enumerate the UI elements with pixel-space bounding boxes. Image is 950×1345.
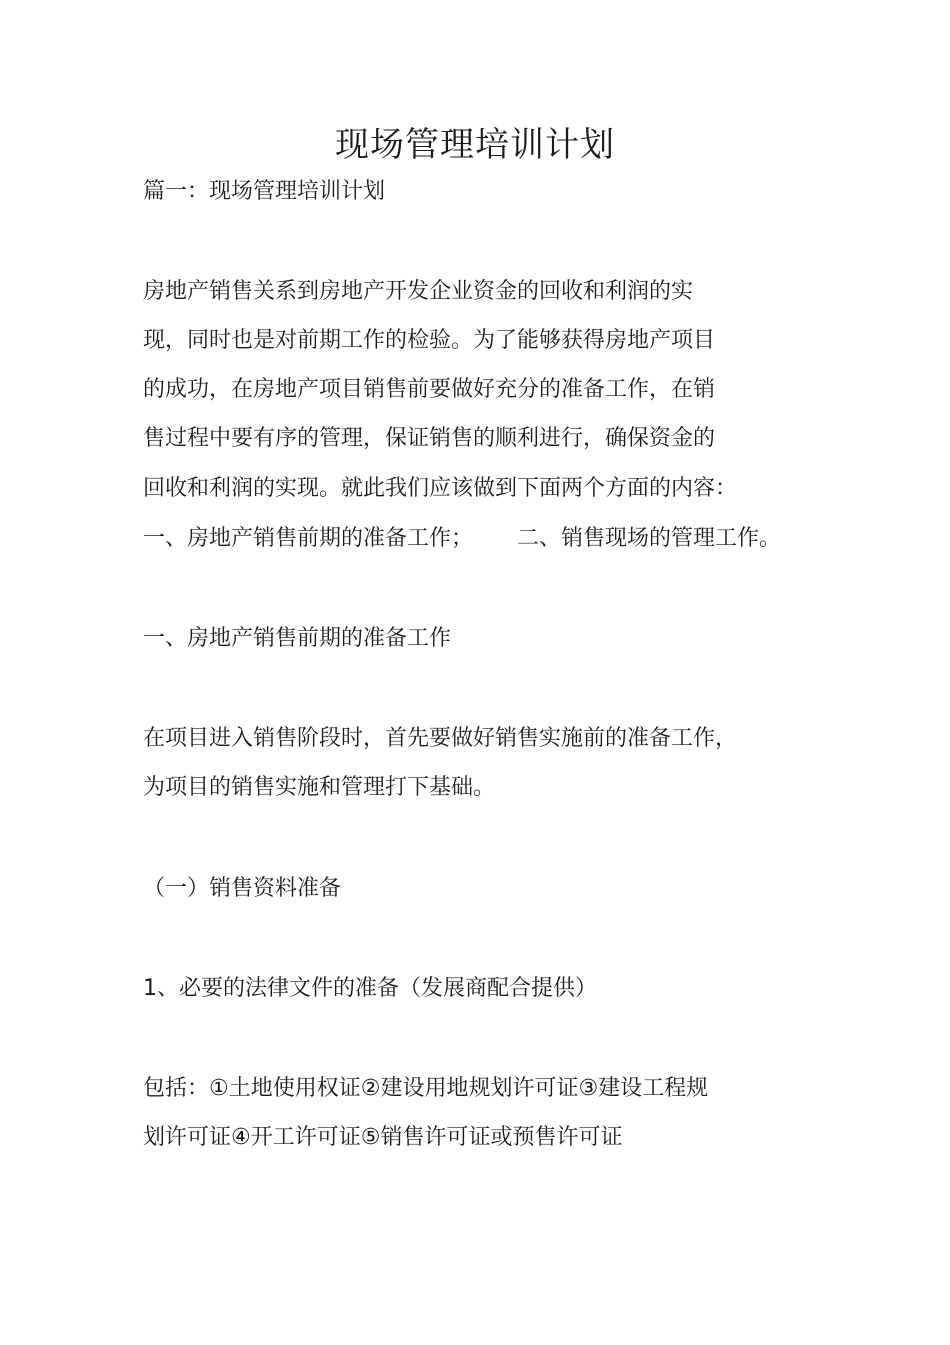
- item-para-line-2: 划许可证④开工许可证⑤销售许可证或预售许可证: [143, 1125, 623, 1150]
- intro-point-first: 一、房地产销售前期的准备工作；: [143, 526, 474, 551]
- document-title: 现场管理培训计划: [335, 125, 615, 165]
- section-heading: 一、房地产销售前期的准备工作: [143, 626, 452, 651]
- document-subtitle: 篇一：现场管理培训计划: [143, 179, 386, 204]
- intro-points-line: [143, 524, 781, 554]
- intro-line-4: 售过程中要有序的管理，保证销售的顺利进行，确保资金的: [143, 426, 716, 451]
- intro-line-3: 的成功，在房地产项目销售前要做好充分的准备工作，在销: [143, 377, 716, 402]
- intro-line-1: 房地产销售关系到房地产开发企业资金的回收和利润的实: [143, 279, 694, 304]
- intro-line-5: 回收和利润的实现。就此我们应该做到下面两个方面的内容：: [143, 476, 738, 501]
- section-para-line-1: 在项目进入销售阶段时，首先要做好销售实施前的准备工作，: [143, 726, 738, 751]
- item-heading: 1、必要的法律文件的准备（发展商配合提供）: [143, 976, 597, 1001]
- section-para-line-2: 为项目的销售实施和管理打下基础。: [143, 775, 496, 800]
- item-para-line-1: 包括：①土地使用权证②建设用地规划许可证③建设工程规: [143, 1076, 709, 1101]
- intro-line-2: 现，同时也是对前期工作的检验。为了能够获得房地产项目: [143, 328, 716, 353]
- subsection-heading: （一）销售资料准备: [143, 876, 342, 901]
- intro-point-second: 二、销售现场的管理工作。: [517, 526, 782, 551]
